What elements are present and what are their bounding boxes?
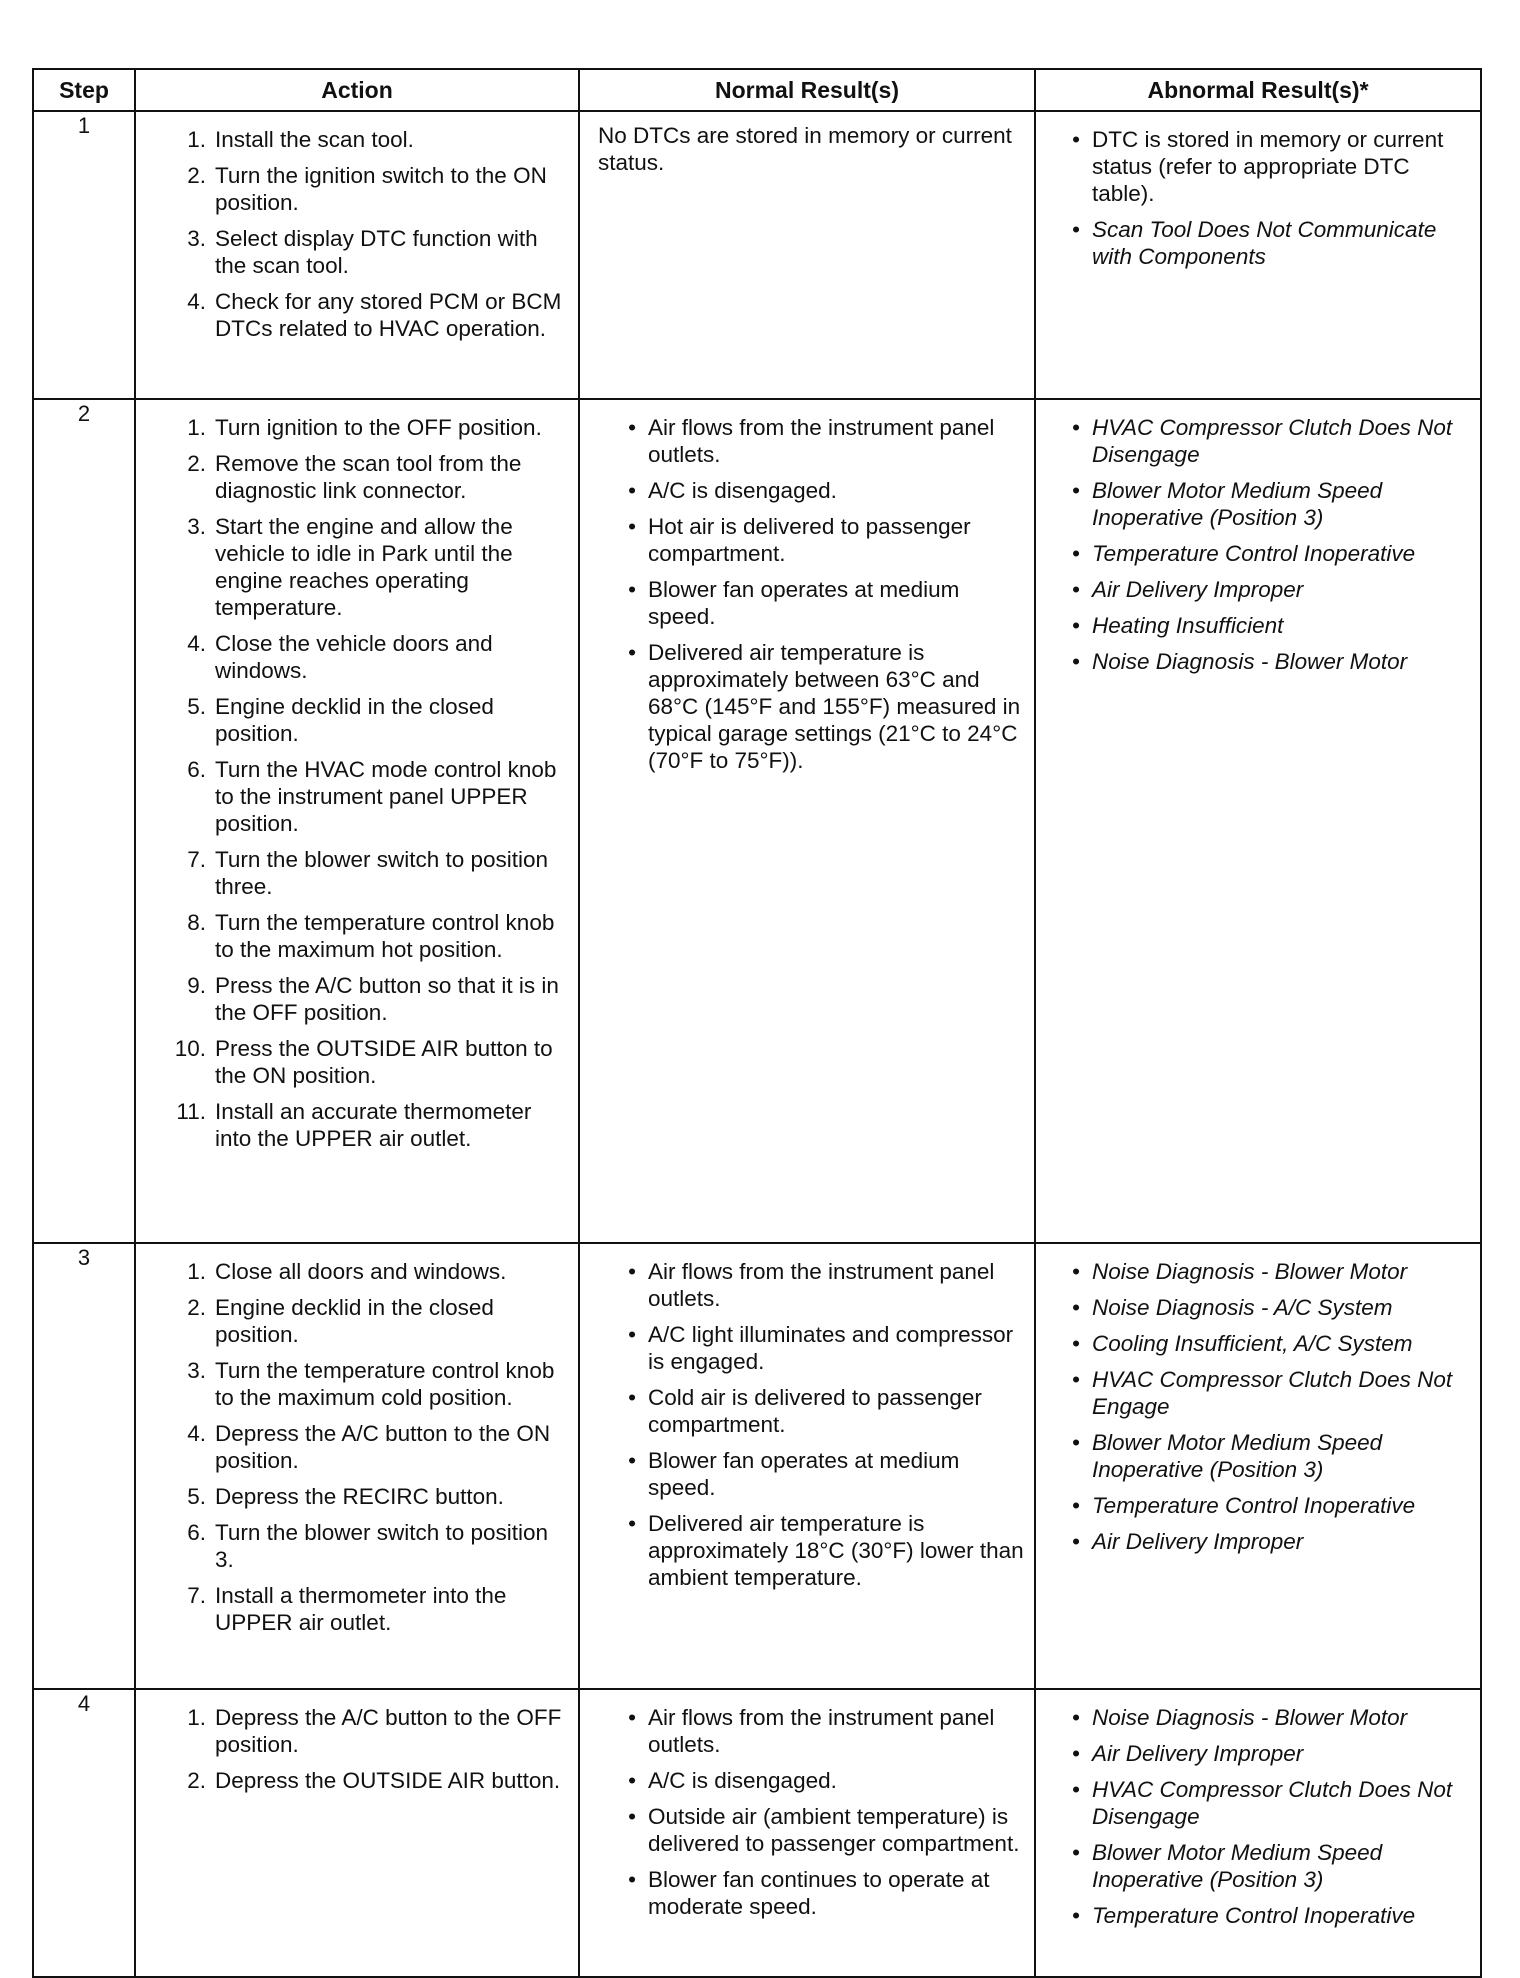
normal-result: [606, 1803, 1028, 1857]
bullet-icon: •: [1072, 1777, 1080, 1802]
normal-result: [606, 1767, 1028, 1794]
action-step: [154, 630, 572, 684]
abnormal-result-text: Temperature Control Inoperative: [1092, 1493, 1416, 1518]
action-step: [154, 225, 572, 279]
action-step-text: Turn the HVAC mode control knob to the instrument panel UPPER position.: [215, 757, 557, 836]
action-list: [154, 126, 572, 342]
action-step-text: Depress the RECIRC button.: [215, 1484, 504, 1509]
table-row: [33, 399, 1481, 1243]
abnormal-result: [1050, 126, 1474, 207]
abnormal-result-text: Noise Diagnosis - Blower Motor: [1092, 649, 1408, 674]
action-step: [154, 1357, 572, 1411]
bullet-icon: •: [1072, 1529, 1080, 1554]
action-step: [154, 1294, 572, 1348]
action-step: [154, 1035, 572, 1089]
abnormal-result: [1050, 612, 1474, 639]
action-step-text: Install a thermometer into the UPPER air outlet.: [215, 1583, 507, 1635]
table-row: [33, 1243, 1481, 1689]
abnormal-result-text: Air Delivery Improper: [1092, 1529, 1304, 1554]
table-row: [33, 111, 1481, 399]
step-index: 1.: [187, 127, 206, 152]
abnormal-list: [1050, 126, 1474, 270]
step-index: 4.: [187, 631, 206, 656]
step-number: 2: [33, 399, 135, 1243]
abnormal-result: [1050, 1776, 1474, 1830]
action-step: [154, 513, 572, 621]
abnormal-result-text: Heating Insufficient: [1092, 613, 1284, 638]
step-index: 3.: [187, 514, 206, 539]
action-list: [154, 1704, 572, 1794]
abnormal-result-text: Noise Diagnosis - A/C System: [1092, 1295, 1393, 1320]
normal-result-text: Air flows from the instrument panel outlets.: [648, 415, 995, 467]
normal-result: [606, 513, 1028, 567]
step-index: 2.: [187, 163, 206, 188]
abnormal-result: [1050, 540, 1474, 567]
normal-result-text: Outside air (ambient temperature) is delivered to passenger compartment.: [648, 1804, 1020, 1856]
normal-result-text: Blower fan operates at medium speed.: [648, 577, 960, 629]
action-step: [154, 1420, 572, 1474]
abnormal-result: [1050, 1429, 1474, 1483]
action-list: [154, 414, 572, 1152]
normal-result: [606, 477, 1028, 504]
action-step-text: Install the scan tool.: [215, 127, 414, 152]
bullet-icon: •: [628, 1385, 636, 1410]
normal-results-cell: [579, 111, 1035, 399]
bullet-icon: •: [1072, 478, 1080, 503]
action-step: [154, 1519, 572, 1573]
diagnostic-table: [32, 68, 1482, 1978]
step-index: 4.: [187, 289, 206, 314]
step-index: 2.: [187, 451, 206, 476]
header-abnormal-results: Abnormal Result(s)*: [1035, 69, 1481, 111]
step-index: 1.: [187, 415, 206, 440]
bullet-icon: •: [1072, 1367, 1080, 1392]
normal-result-text: Hot air is delivered to passenger compartment.: [648, 514, 971, 566]
abnormal-result-text: Scan Tool Does Not Communicate with Components: [1092, 217, 1437, 269]
abnormal-result: [1050, 414, 1474, 468]
action-step-text: Turn the ignition switch to the ON position.: [215, 163, 547, 215]
normal-result-text: No DTCs are stored in memory or current status.: [598, 123, 1012, 175]
normal-list: [594, 1258, 1028, 1591]
normal-list: [594, 414, 1028, 774]
action-step-text: Turn the blower switch to position three.: [215, 847, 549, 899]
step-index: 1.: [187, 1259, 206, 1284]
abnormal-result-text: DTC is stored in memory or current status (refer to appropriate DTC table).: [1092, 127, 1444, 206]
bullet-icon: •: [628, 1705, 636, 1730]
step-number: 4: [33, 1689, 135, 1977]
action-step-text: Install an accurate thermometer into the UPPER air outlet.: [215, 1099, 532, 1151]
action-step: [154, 1258, 572, 1285]
normal-result: [606, 1866, 1028, 1920]
bullet-icon: •: [628, 514, 636, 539]
action-step-text: Depress the OUTSIDE AIR button.: [215, 1768, 561, 1793]
abnormal-result-text: HVAC Compressor Clutch Does Not Disengage: [1092, 415, 1453, 467]
header-row: [33, 69, 1481, 111]
normal-results-cell: [579, 1243, 1035, 1689]
step-number: 1: [33, 111, 135, 399]
abnormal-result-text: HVAC Compressor Clutch Does Not Engage: [1092, 1367, 1453, 1419]
step-index: 5.: [187, 1484, 206, 1509]
bullet-icon: •: [1072, 415, 1080, 440]
action-step: [154, 1098, 572, 1152]
action-step: [154, 162, 572, 216]
step-index: 3.: [187, 1358, 206, 1383]
action-step: [154, 1704, 572, 1758]
action-step: [154, 972, 572, 1026]
abnormal-result: [1050, 1258, 1474, 1285]
bullet-icon: •: [1072, 1705, 1080, 1730]
abnormal-result-text: HVAC Compressor Clutch Does Not Disengage: [1092, 1777, 1453, 1829]
action-step: [154, 756, 572, 837]
action-list: [154, 1258, 572, 1636]
normal-result: [606, 1321, 1028, 1375]
action-step-text: Engine decklid in the closed position.: [215, 694, 494, 746]
action-step: [154, 1582, 572, 1636]
abnormal-result-text: Noise Diagnosis - Blower Motor: [1092, 1705, 1408, 1730]
action-cell: [135, 399, 579, 1243]
normal-result-text: A/C is disengaged.: [648, 478, 837, 503]
bullet-icon: •: [628, 415, 636, 440]
abnormal-result: [1050, 216, 1474, 270]
abnormal-results-cell: [1035, 1243, 1481, 1689]
normal-result: [606, 1510, 1028, 1591]
abnormal-result: [1050, 1740, 1474, 1767]
action-step-text: Select display DTC function with the scan tool.: [215, 226, 538, 278]
step-index: 3.: [187, 226, 206, 251]
action-step: [154, 693, 572, 747]
action-cell: [135, 111, 579, 399]
bullet-icon: •: [628, 640, 636, 665]
action-step-text: Turn the temperature control knob to the maximum cold position.: [215, 1358, 555, 1410]
step-index: 11.: [176, 1099, 206, 1124]
abnormal-list: [1050, 1258, 1474, 1555]
abnormal-result-text: Temperature Control Inoperative: [1092, 1903, 1416, 1928]
abnormal-result-text: Air Delivery Improper: [1092, 1741, 1304, 1766]
abnormal-result: [1050, 1839, 1474, 1893]
normal-result: [606, 1258, 1028, 1312]
bullet-icon: •: [628, 1448, 636, 1473]
header-step: Step: [33, 69, 135, 111]
action-step-text: Close all doors and windows.: [215, 1259, 507, 1284]
bullet-icon: •: [628, 577, 636, 602]
normal-result-text: Delivered air temperature is approximately between 63°C and 68°C (145°F and 155°F) measured in typical garage settings (21°C to 24°C (70°F to 75°F)).: [648, 640, 1021, 773]
bullet-icon: •: [1072, 1295, 1080, 1320]
step-index: 1.: [187, 1705, 206, 1730]
bullet-icon: •: [1072, 1741, 1080, 1766]
normal-list: [594, 1704, 1028, 1920]
abnormal-result: [1050, 1704, 1474, 1731]
bullet-icon: •: [1072, 1331, 1080, 1356]
action-step: [154, 909, 572, 963]
normal-result-text: Blower fan operates at medium speed.: [648, 1448, 960, 1500]
bullet-icon: •: [628, 1322, 636, 1347]
action-step-text: Close the vehicle doors and windows.: [215, 631, 493, 683]
abnormal-result: [1050, 576, 1474, 603]
abnormal-result: [1050, 1902, 1474, 1929]
action-step-text: Depress the A/C button to the ON position.: [215, 1421, 551, 1473]
abnormal-result-text: Temperature Control Inoperative: [1092, 541, 1416, 566]
bullet-icon: •: [1072, 1840, 1080, 1865]
action-step-text: Start the engine and allow the vehicle to idle in Park until the engine reaches operating temperature.: [215, 514, 513, 620]
header-normal-results: Normal Result(s): [579, 69, 1035, 111]
bullet-icon: •: [1072, 649, 1080, 674]
step-index: 4.: [187, 1421, 206, 1446]
action-step-text: Press the OUTSIDE AIR button to the ON position.: [215, 1036, 553, 1088]
normal-result-text: A/C light illuminates and compressor is engaged.: [648, 1322, 1014, 1374]
abnormal-list: [1050, 1704, 1474, 1929]
normal-result-text: Delivered air temperature is approximately 18°C (30°F) lower than ambient temperature.: [648, 1511, 1024, 1590]
abnormal-results-cell: [1035, 111, 1481, 399]
bullet-icon: •: [1072, 1430, 1080, 1455]
action-cell: [135, 1243, 579, 1689]
bullet-icon: •: [1072, 127, 1080, 152]
action-step: [154, 414, 572, 441]
step-index: 2.: [187, 1768, 206, 1793]
normal-result-text: Air flows from the instrument panel outlets.: [648, 1705, 995, 1757]
action-step-text: Turn ignition to the OFF position.: [215, 415, 542, 440]
normal-result: [606, 576, 1028, 630]
action-step-text: Depress the A/C button to the OFF position.: [215, 1705, 562, 1757]
action-step-text: Check for any stored PCM or BCM DTCs related to HVAC operation.: [215, 289, 562, 341]
step-index: 2.: [187, 1295, 206, 1320]
step-index: 7.: [187, 1583, 206, 1608]
bullet-icon: •: [1072, 613, 1080, 638]
normal-result-text: Cold air is delivered to passenger compartment.: [648, 1385, 982, 1437]
abnormal-result: [1050, 1528, 1474, 1555]
step-index: 10.: [174, 1036, 206, 1061]
action-step: [154, 126, 572, 153]
bullet-icon: •: [628, 1511, 636, 1536]
abnormal-result-text: Cooling Insufficient, A/C System: [1092, 1331, 1413, 1356]
abnormal-result-text: Blower Motor Medium Speed Inoperative (Position 3): [1092, 478, 1383, 530]
bullet-icon: •: [628, 1804, 636, 1829]
abnormal-result-text: Blower Motor Medium Speed Inoperative (Position 3): [1092, 1840, 1383, 1892]
normal-result-text: A/C is disengaged.: [648, 1768, 837, 1793]
bullet-icon: •: [628, 1867, 636, 1892]
abnormal-result: [1050, 1366, 1474, 1420]
header-action: Action: [135, 69, 579, 111]
abnormal-results-cell: [1035, 399, 1481, 1243]
bullet-icon: •: [1072, 577, 1080, 602]
bullet-icon: •: [1072, 541, 1080, 566]
normal-result-text: Air flows from the instrument panel outlets.: [648, 1259, 995, 1311]
abnormal-result: [1050, 648, 1474, 675]
action-step: [154, 288, 572, 342]
step-index: 9.: [187, 973, 206, 998]
abnormal-result-text: Blower Motor Medium Speed Inoperative (Position 3): [1092, 1430, 1383, 1482]
abnormal-list: [1050, 414, 1474, 675]
normal-results-cell: [579, 399, 1035, 1243]
action-step-text: Turn the blower switch to position 3.: [215, 1520, 549, 1572]
abnormal-result: [1050, 1330, 1474, 1357]
action-step-text: Remove the scan tool from the diagnostic link connector.: [215, 451, 522, 503]
step-number: 3: [33, 1243, 135, 1689]
normal-result: [606, 639, 1028, 774]
normal-result: [606, 414, 1028, 468]
step-index: 8.: [187, 910, 206, 935]
step-index: 7.: [187, 847, 206, 872]
bullet-icon: •: [1072, 1259, 1080, 1284]
abnormal-results-cell: [1035, 1689, 1481, 1977]
step-index: 6.: [187, 1520, 206, 1545]
normal-result: [606, 1384, 1028, 1438]
bullet-icon: •: [1072, 1903, 1080, 1928]
abnormal-result-text: Air Delivery Improper: [1092, 577, 1304, 602]
step-index: 5.: [187, 694, 206, 719]
action-step-text: Press the A/C button so that it is in the OFF position.: [215, 973, 559, 1025]
action-step-text: Turn the temperature control knob to the maximum hot position.: [215, 910, 555, 962]
abnormal-result-text: Noise Diagnosis - Blower Motor: [1092, 1259, 1408, 1284]
action-step: [154, 846, 572, 900]
normal-result-text: Blower fan continues to operate at moderate speed.: [648, 1867, 990, 1919]
abnormal-result: [1050, 1294, 1474, 1321]
normal-result: [606, 1447, 1028, 1501]
bullet-icon: •: [628, 1768, 636, 1793]
table-row: [33, 1689, 1481, 1977]
action-step-text: Engine decklid in the closed position.: [215, 1295, 494, 1347]
normal-result: [606, 1704, 1028, 1758]
bullet-icon: •: [1072, 1493, 1080, 1518]
action-cell: [135, 1689, 579, 1977]
abnormal-result: [1050, 1492, 1474, 1519]
normal-results-cell: [579, 1689, 1035, 1977]
abnormal-result: [1050, 477, 1474, 531]
action-step: [154, 1483, 572, 1510]
action-step: [154, 450, 572, 504]
action-step: [154, 1767, 572, 1794]
bullet-icon: •: [1072, 217, 1080, 242]
bullet-icon: •: [628, 1259, 636, 1284]
step-index: 6.: [187, 757, 206, 782]
bullet-icon: •: [628, 478, 636, 503]
